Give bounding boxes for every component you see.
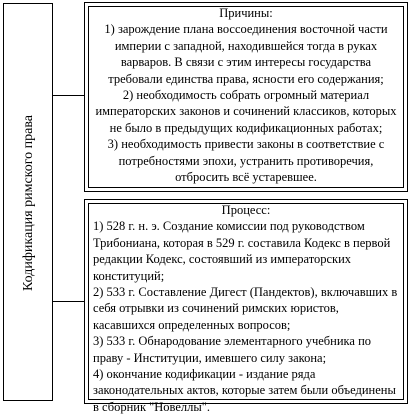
causes-box — [84, 2, 408, 192]
left-label-text: Кодификация римского права — [21, 114, 36, 292]
process-heading: Процесс: — [221, 203, 271, 217]
process-item-4: 4) окончание кодификации - издание ряда законодательных актов, которые затем были объединены в сборник "Новеллы". — [93, 367, 396, 414]
causes-item-2: 2) необходимость собрать огромный материал императорских законов и сочинений классиков, которых не было в предыдущих кодификационных работах; — [95, 88, 397, 135]
causes-heading: Причины: — [219, 6, 273, 20]
process-item-3: 3) 533 г. Обнародование элементарного учебника по праву - Институции, имевшего силу закона; — [93, 334, 372, 365]
causes-item-3: 3) необходимость привести законы в соответствие с потребностями эпохи, устранить противоречия, отбросить всё устаревшее. — [107, 137, 385, 185]
causes-item-1: 1) зарождение плана воссоединения восточной части империи с западной, находившейся тогда в руках варваров. В связи с этим интересы государства требовали единства права, ясности его содержания; — [104, 22, 388, 86]
process-box — [84, 199, 408, 414]
connector-process — [53, 301, 84, 302]
process-item-2: 2) 533 г. Составление Дигест (Пандектов), включавших в себя отрывки из сочинений римских юристов, касавшихся определенных вопросов; — [93, 285, 398, 332]
process-item-1: 1) 528 г. н. э. Создание комиссии под руководством Трибониана, которая в 529 г. составила Кодекс в первой редакции Кодекс, состоявший из императорских конституций; — [93, 219, 391, 283]
left-label-box — [3, 3, 53, 401]
connector-causes — [53, 95, 84, 96]
